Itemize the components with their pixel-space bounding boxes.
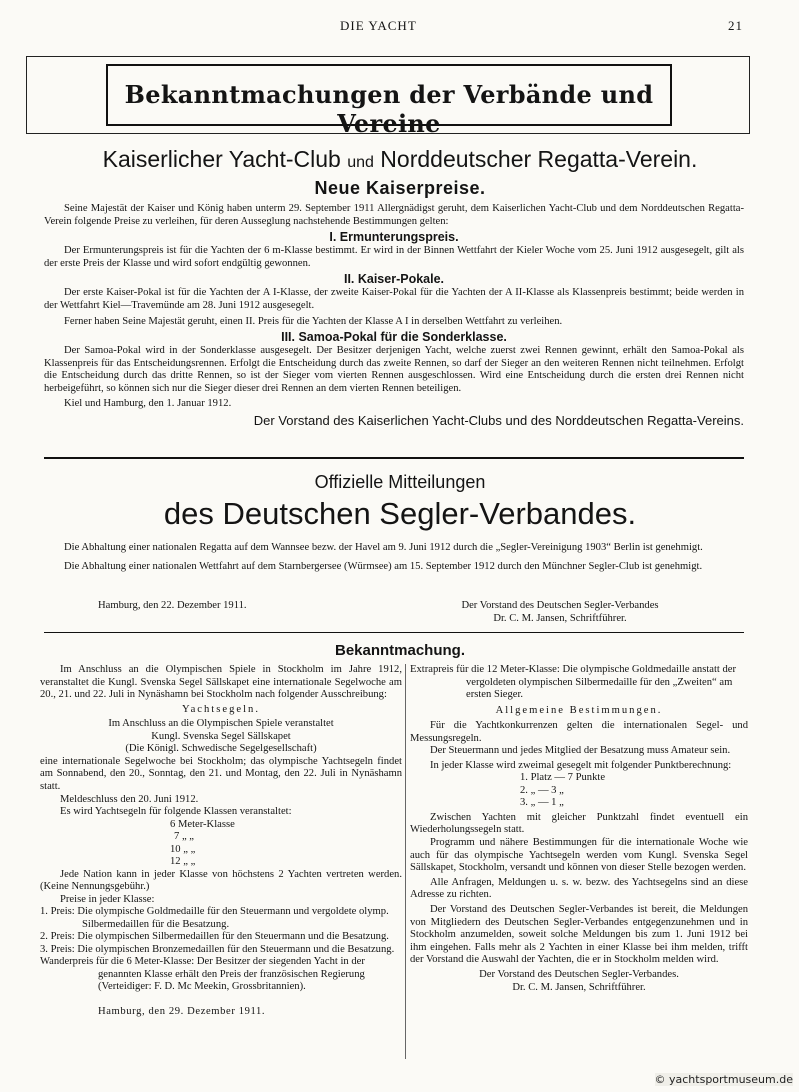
bek-left-intro: Im Anschluss an die Olympischen Spiele in Stockholm im Jahre 1912, veranstaltet die Kungl. Svenska Segel Sällskapet eine internationale Segelwoche am 20., 21. und 22. Juli in Nynäshamn bei Stockholm nach folgender Ausschreibung:	[40, 664, 402, 701]
kyc-place-date: Kiel und Hamburg, den 1. Januar 1912.	[64, 397, 232, 409]
bek-left-classes-intro: Es wird Yachtsegeln für folgende Klassen veranstaltet:	[60, 806, 292, 818]
class-item: 7 „ „	[174, 831, 194, 843]
page-number: 21	[728, 18, 743, 33]
divider-2	[44, 632, 744, 633]
column-rule	[405, 664, 406, 1059]
bek-right-column	[410, 664, 748, 994]
kyc-s3-title: III. Samoa-Pokal für die Sonderklasse.	[281, 330, 507, 345]
bek-right-p7: Der Vorstand des Deutschen Segler-Verbandes ist bereit, die Meldungen von Mitgliedern des Deutschen Segler-Verbandes entgegenzunehmen und in Stockholm anzumelden, soweit solche Meldungen bis zum 1. Juni 1912 bei ihm eingehen. Falls mehr als 2 Yachten in einer Klasse bei ihm melden, trifft der Vorstand die Auswahl der Yachten, die er in Stockholm melden wird.	[410, 904, 748, 966]
bek-right-sig2: Dr. C. M. Jansen, Schriftführer.	[512, 981, 646, 993]
bek-left-c3: (Die Königl. Schwedische Segelgesellschaft)	[125, 743, 317, 755]
points-item: 1. Platz — 7 Punkte	[520, 772, 606, 784]
bek-heading: Bekanntmachung.	[334, 642, 466, 659]
bek-left-deadline: Meldeschluss den 20. Juni 1912.	[60, 793, 199, 805]
watermark: © yachtsportmuseum.de	[654, 1073, 793, 1086]
kyc-club-b: Norddeutscher Regatta-Verein.	[380, 146, 698, 172]
bek-left-prize1: 1. Preis: Die olympische Goldmedaille für den Steuermann und vergoldete olymp. Silbermedaillen für die Besatzung.	[40, 906, 389, 930]
bek-right-p6: Alle Anfragen, Meldungen u. s. w. bezw. des Yachtsegelns sind an diese Adresse zu richten.	[410, 876, 748, 901]
bek-right-p2: Der Steuermann und jedes Mitglied der Besatzung muss Amateur sein.	[430, 745, 731, 757]
dsv-sig2: Dr. C. M. Jansen, Schriftführer.	[493, 613, 627, 624]
bek-left-sub: Yachtsegeln.	[182, 703, 260, 715]
bek-left-prize2: 2. Preis: Die olympischen Silbermedaillen für den Steuermann und die Besatzung.	[40, 931, 389, 943]
kyc-signature: Der Vorstand des Kaiserlichen Yacht-Clubs und des Norddeutschen Regatta-Vereins.	[253, 413, 744, 429]
kyc-und: und	[347, 154, 374, 171]
class-item: 6 Meter-Klasse	[170, 818, 235, 830]
points-item: 2. „ — 3 „	[520, 784, 564, 796]
dsv-heading1: Offizielle Mitteilungen	[314, 472, 486, 492]
bek-left-wander: Wanderpreis für die 6 Meter-Klasse: Der Besitzer der siegenden Yacht in der genannten Klasse erhält den Preis der französischen Regierung (Verteidiger: F. D. Mc Meekin, Grossbritannien).	[40, 956, 365, 993]
divider-1	[44, 457, 744, 459]
bek-left-c4: eine internationale Segelwoche bei Stockholm; das olympische Yachtsegeln findet am Sonnabend, den 20., Sonntag, den 21. und Montag, den 22. Juli in Nynäshamn statt.	[40, 755, 402, 792]
banner-box	[106, 64, 672, 138]
bek-right-p3: In jeder Klasse wird zweimal gesegelt mit folgender Punktberechnung:	[430, 759, 732, 771]
banner-title: Bekanntmachungen der Verbände und Vereine	[124, 80, 654, 138]
points-item: 3. „ — 1 „	[520, 797, 564, 809]
bek-left-c1: Im Anschluss an die Olympischen Spiele veranstaltet	[108, 718, 334, 730]
bek-left-c2: Kungl. Svenska Segel Sällskapet	[151, 730, 291, 742]
class-item: 10 „ „	[170, 843, 196, 855]
kyc-s3-text: Der Samoa-Pokal wird in der Sonderklasse ausgesegelt. Der Besitzer derjenigen Yacht, welche zuerst zwei Rennen gewinnt, erhält den Samoa-Pokal als Klassenpreis für das Entscheidungsrennen. Erfolgt die Entscheidung durch das zweite Rennen, so darf der Sieger an den weiteren Rennen nicht teilnehmen. Erfolgt die Entscheidung durch das dritte Rennen, so ist der Sieger vom vierten Rennen ausgeschlossen. Wird eine Entscheidung durch die ersten drei Rennen nicht herbeigeführt, so können sich nur die Sieger dieser drei Rennen an dem vierten Rennen beteiligen.	[44, 345, 744, 394]
kyc-s1-text: Der Ermunterungspreis ist für die Yachten der 6 m-Klasse bestimmt. Er wird in der Binnen Wettfahrt der Kieler Woche vom 25. Juni 1912 ausgesegelt, gilt als der erste Preis der Klasse und wird sofort endgültig gewonnen.	[44, 245, 744, 269]
kyc-heading: Neue Kaiserpreise.	[314, 178, 486, 198]
bek-right-p4: Zwischen Yachten mit gleicher Punktzahl findet eventuell ein Wiederholungssegeln statt.	[410, 811, 748, 836]
dsv-p2: Die Abhaltung einer nationalen Wettfahrt auf dem Starnbergersee (Würmsee) am 15. September 1912 durch den Münchner Segler-Club ist genehmigt.	[64, 560, 703, 572]
dsv-sig1: Der Vorstand des Deutschen Segler-Verbandes	[461, 600, 659, 611]
dsv-p1: Die Abhaltung einer nationalen Regatta auf dem Wannsee bezw. der Havel am 9. Juni 1912 durch die „Segler-Vereinigung 1903“ Berlin ist genehmigt.	[64, 542, 703, 553]
bek-left-nation: Jede Nation kann in jeder Klasse von höchstens 2 Yachten vertreten werden. (Keine Nennungsgebühr.)	[40, 868, 402, 893]
kyc-title	[30, 146, 770, 173]
dsv-place-date: Hamburg, den 22. Dezember 1911.	[98, 600, 247, 611]
bek-left-prize3: 3. Preis: Die olympischen Bronzemedaillen für den Steuermann und die Besatzung.	[40, 943, 395, 955]
dsv-body	[44, 542, 744, 573]
bek-right-sig1: Der Vorstand des Deutschen Segler-Verbandes.	[479, 969, 679, 980]
bek-right-extra: Extrapreis für die 12 Meter-Klasse: Die olympische Goldmedaille anstatt der vergoldeten olympischen Silbermedaille für den „Zweiten“ am ersten Sieger.	[410, 664, 737, 700]
kyc-intro: Seine Majestät der Kaiser und König haben unterm 29. September 1911 Allergnädigst geruht, dem Kaiserlichen Yacht-Club und dem Norddeutschen Regatta-Verein folgende Preise zu verleihen, für deren Ausseglung nachstehende Bestimmungen gelten:	[44, 203, 744, 227]
bek-right-p1: Für die Yachtkonkurrenzen gelten die internationalen Segel- und Messungsregeln.	[410, 720, 748, 744]
bek-left-column	[40, 664, 402, 1018]
kyc-s1-title: I. Ermunterungspreis.	[329, 230, 459, 245]
kyc-s2-text2: Ferner haben Seine Majestät geruht, einen II. Preis für die Yachten der Klasse A I in derselben Wettfahrt zu verleihen.	[64, 315, 563, 327]
class-item: 12 „ „	[170, 856, 196, 868]
kyc-club-a: Kaiserlicher Yacht-Club	[102, 146, 341, 172]
bek-right-p5: Programm und nähere Bestimmungen für die internationale Woche wie auch für das olympische Yachtsegeln werden vom Kungl. Svenska Segel Sällskapet, Stockholm, versandt und können von dieser Stelle bezogen werden.	[410, 837, 748, 874]
running-header-title: DIE YACHT	[340, 18, 417, 33]
kyc-s2-title: II. Kaiser-Pokale.	[343, 272, 445, 287]
kyc-body	[44, 203, 744, 428]
bek-right-sub: Allgemeine Bestimmungen.	[495, 704, 663, 716]
dsv-heading2: des Deutschen Segler-Verbandes.	[163, 496, 637, 531]
kyc-s2-text: Der erste Kaiser-Pokal ist für die Yachten der A I-Klasse, der zweite Kaiser-Pokal für die Yachten der A II-Klasse als Klassenpreis bestimmt; beide werden in der Wettfahrt Kiel—Travemünde am 28. Juni 1912 ausgesegelt.	[44, 287, 744, 311]
bek-left-prizes-intro: Preise in jeder Klasse:	[60, 893, 155, 905]
bek-left-place-date: Hamburg, den 29. Dezember 1911.	[98, 1005, 266, 1017]
